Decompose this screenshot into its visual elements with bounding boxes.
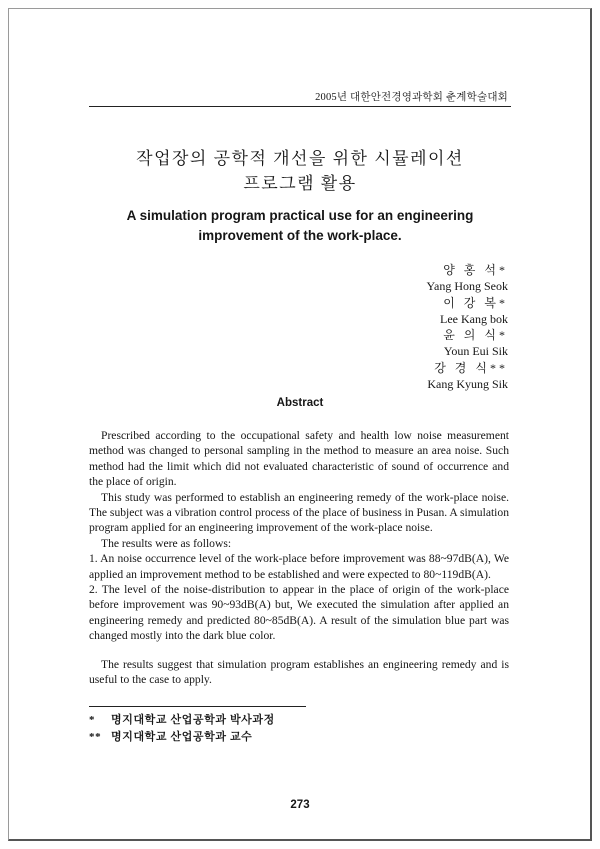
footnote-1 <box>89 711 275 727</box>
abstract-paragraph: This study was performed to establish an engineering remedy of the work-place noise. The subject was a vibration control process of the place of business in Pusan. A simulation program applied for an engineering improvement of the work-place noise. <box>89 490 509 535</box>
author-english-name: Yang Hong Seok <box>426 279 508 294</box>
author-korean-name: 양 홍 석* <box>443 263 508 277</box>
author-english-name: Youn Eui Sik <box>443 344 508 359</box>
result-item-2: 2. The level of the noise-distribution to appear in the place of origin of the work-place before improvement was 90~93dB(A) but, We executed the simulation after applied an engineering remedy and predicted 80~85dB(A). A result of the simulation blue part was changed mostly into the dark blue color. <box>89 583 509 643</box>
abstract-body <box>89 428 509 688</box>
author-english-name: Kang Kyung Sik <box>427 377 508 392</box>
abstract-heading: Abstract <box>276 397 324 409</box>
footnote-text: 명지대학교 산업공학과 교수 <box>111 731 253 743</box>
footnote-text: 명지대학교 산업공학과 박사과정 <box>111 714 275 726</box>
english-title-line-1: A simulation program practical use for an engineering <box>126 208 474 223</box>
results-intro: The results were as follows: <box>101 536 232 550</box>
author-korean-name: 강 경 식** <box>434 360 508 375</box>
footnote-mark: * <box>89 714 96 726</box>
header-rule <box>89 106 511 107</box>
author-korean-name: 윤 의 식* <box>443 328 508 343</box>
result-item-1: 1. An noise occurrence level of the work-place before improvement was 88~97dB(A), We applied an improvement method to be established and were expected to 80~119dB(A). <box>89 552 509 581</box>
page-number: 273 <box>290 799 310 811</box>
abstract-paragraph: Prescribed according to the occupational safety and health low noise measurement method was changed to personal sampling in the method to measure an area noise. Such method had the limit which did not evaluated characteristic of sound of occurrence and the place of origin. <box>89 429 509 489</box>
author-korean-name: 이 강 복* <box>443 295 508 310</box>
footnote-rule <box>89 706 306 707</box>
running-header: 2005년 대한안전경영과학회 춘계학술대회 <box>315 92 508 103</box>
footnote-2 <box>89 728 252 744</box>
korean-title-line-1: 작업장의 공학적 개선을 위한 시뮬레이션 <box>136 149 464 168</box>
footnote-mark: ** <box>89 731 102 743</box>
author-english-name: Lee Kang bok <box>440 311 508 326</box>
english-title-line-2: improvement of the work-place. <box>198 228 402 243</box>
conclusion-paragraph: The results suggest that simulation program establishes an engineering remedy and is useful to the case to apply. <box>89 657 509 687</box>
korean-title-line-2: 프로그램 활용 <box>243 174 357 193</box>
author-list <box>427 262 508 392</box>
